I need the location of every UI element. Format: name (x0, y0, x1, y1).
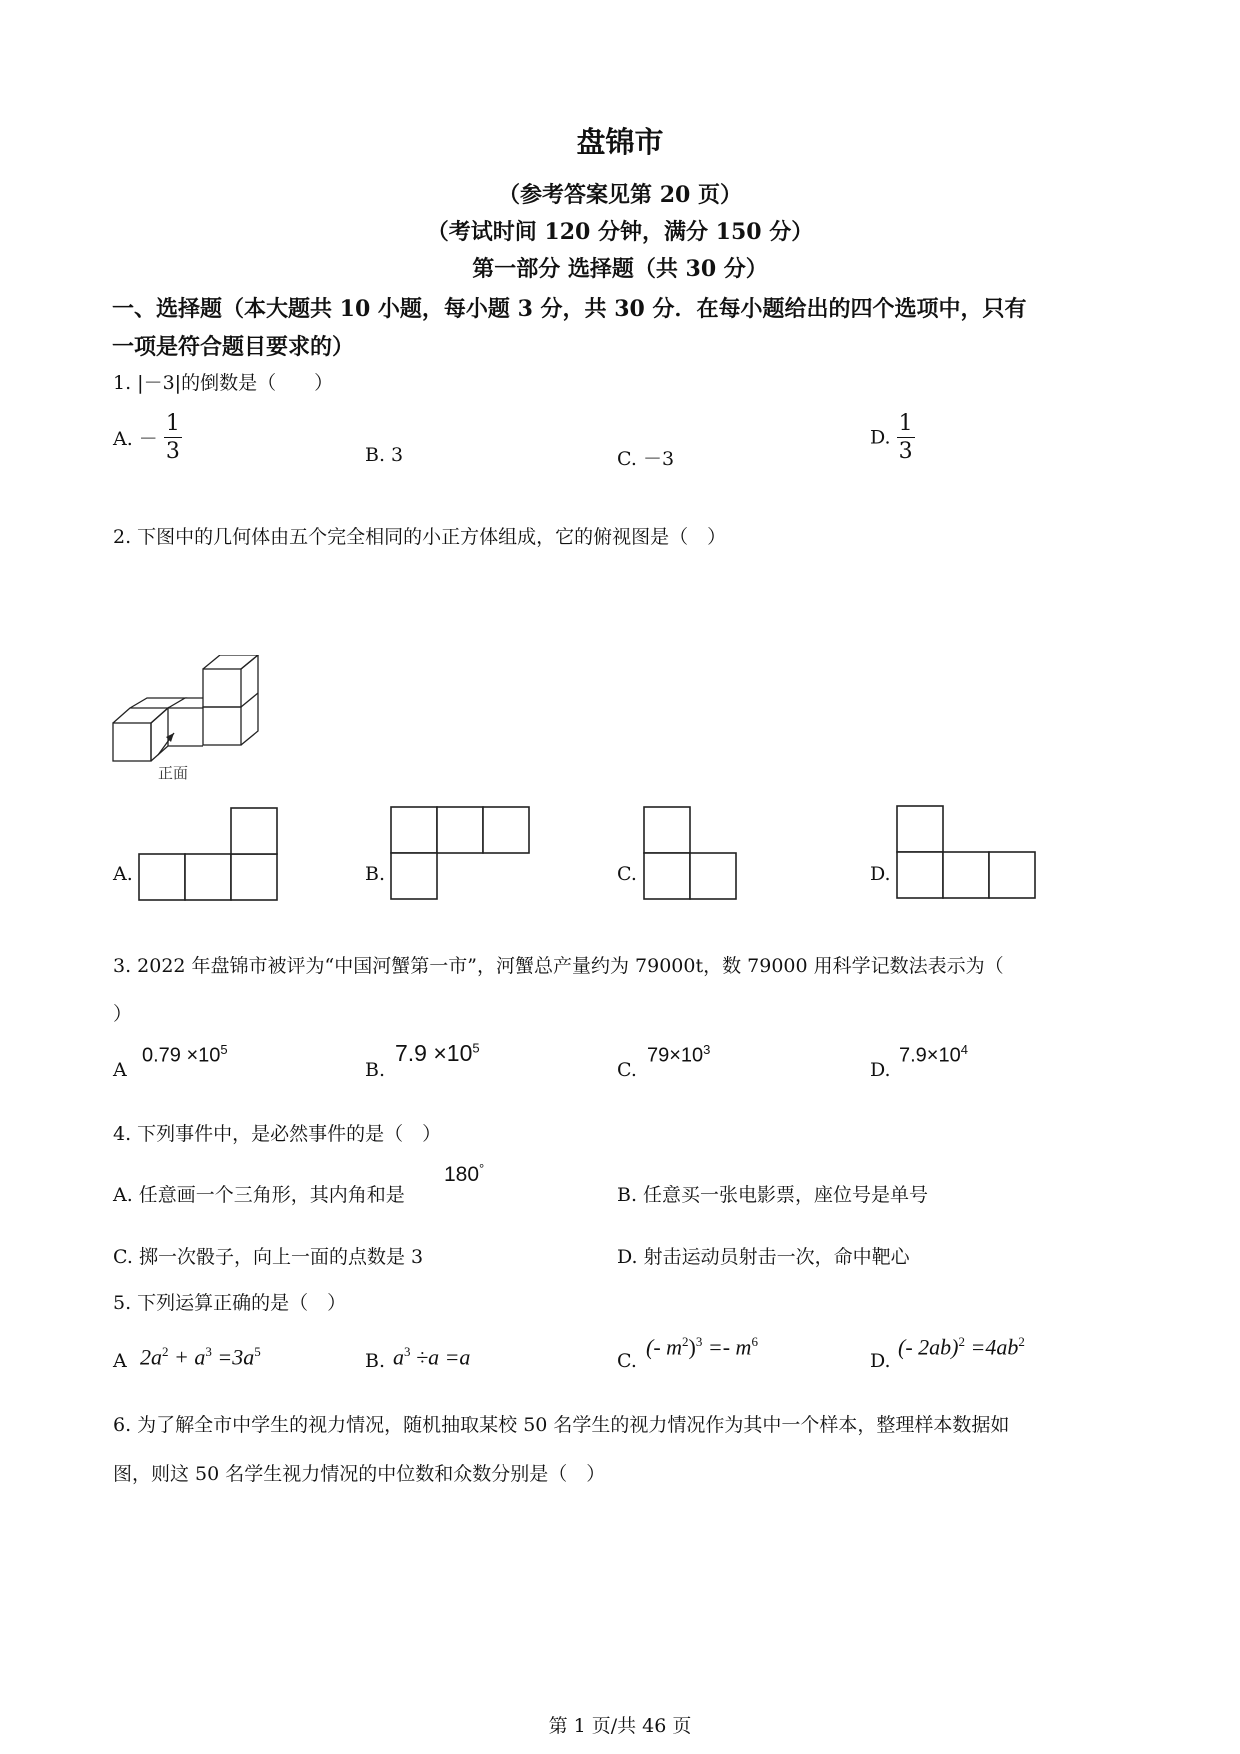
q1-prefix: 1. (113, 372, 138, 394)
q5-b-part2: ÷a =a (410, 1344, 471, 1370)
q5-option-c-label[interactable]: C. (617, 1350, 637, 1372)
q5-c-exp3: 6 (751, 1334, 758, 1349)
q5-a-part1: 2a (140, 1344, 162, 1370)
page-title: 盘锦市 (576, 125, 664, 159)
q3-d-base: 7.9×10 (899, 1044, 961, 1067)
q1-option-c[interactable]: C. －3 (617, 448, 675, 470)
q2-option-d-label[interactable]: D. (870, 863, 891, 885)
q5-c-part1: (- m (646, 1334, 683, 1360)
page-number: 第 1 页/共 46 页 (548, 1715, 692, 1737)
q2-option-a-label[interactable]: A. (113, 863, 133, 885)
q3-c-exponent: 3 (703, 1042, 711, 1057)
q5-option-b-formula (393, 1344, 470, 1370)
q4-a-text: A. 任意画一个三角形，其内角和是 (113, 1184, 405, 1206)
q5-option-b-label[interactable]: B. (365, 1350, 386, 1372)
q1-abs-close: | (174, 372, 182, 394)
q3-a-exponent: 5 (220, 1042, 228, 1057)
q3-option-d-value (899, 1042, 968, 1068)
q2-option-b-grid[interactable] (390, 806, 532, 902)
q3-option-a-label[interactable]: A (113, 1059, 127, 1081)
q5-option-a-label[interactable]: A (113, 1350, 127, 1372)
q5-c-part3: =- m (702, 1334, 752, 1360)
q5-option-c-formula (646, 1334, 758, 1360)
q5-a-exp2: 3 (205, 1344, 212, 1359)
q5-c-exp1: 2 (682, 1334, 689, 1349)
q6-stem-line1: 6. 为了解全市中学生的视力情况，随机抽取某校 50 名学生的视力情况作为其中一个样本，整理样本数据如 (113, 1414, 1010, 1436)
q5-d-part2: =4ab (964, 1334, 1019, 1360)
q5-b-exp1: 3 (404, 1344, 411, 1359)
q5-d-exp2: 2 (1018, 1334, 1025, 1349)
q1-abs-value: －3 (143, 372, 175, 394)
q5-a-part2: + a (168, 1344, 206, 1370)
q4-option-a[interactable] (113, 1180, 405, 1207)
q2-option-a-grid[interactable] (138, 807, 278, 903)
q5-d-exp1: 2 (958, 1334, 965, 1349)
q6-stem-line2: 图，则这 50 名学生视力情况的中位数和众数分别是（ ） (113, 1463, 606, 1485)
q5-a-part3: =3a (211, 1344, 255, 1370)
q1-d-numerator: 1 (897, 412, 915, 438)
q5-option-d-formula (898, 1334, 1025, 1360)
q3-option-a-value (142, 1042, 228, 1068)
q5-c-exp2: 3 (695, 1334, 703, 1349)
q5-stem: 5. 下列运算正确的是（ ） (113, 1292, 347, 1314)
q4-option-d[interactable]: D. 射击运动员射击一次，命中靶心 (617, 1246, 910, 1268)
q2-option-b-label[interactable]: B. (365, 863, 386, 885)
q1-stem-rest: 的倒数是（ ） (181, 372, 334, 394)
q2-option-c-label[interactable]: C. (617, 863, 637, 885)
section-heading-line1: 一、选择题（本大题共 10 小题，每小题 3 分，共 30 分．在每小题给出的四个选项中，只有 (112, 296, 1027, 322)
q5-d-part1: (- 2ab) (898, 1334, 959, 1360)
q4-a-formula-value: 180 (444, 1163, 480, 1186)
part-title: 第一部分 选择题（共 30 分） (472, 256, 768, 282)
q5-b-part1: a (393, 1344, 404, 1370)
q2-stem: 2. 下图中的几何体由五个完全相同的小正方体组成，它的俯视图是（ ） (113, 526, 727, 548)
q5-c-part2: ) (688, 1334, 696, 1360)
q1-option-a[interactable] (113, 412, 182, 463)
q1-stem (113, 368, 333, 395)
q3-option-c-label[interactable]: C. (617, 1059, 637, 1081)
q3-c-base: 79×10 (647, 1044, 704, 1067)
q5-option-d-label[interactable]: D. (870, 1350, 891, 1372)
q1-a-numerator: 1 (164, 412, 182, 438)
q1-d-label: D. (870, 426, 891, 449)
q3-option-b-label[interactable]: B. (365, 1059, 386, 1081)
q4-option-b[interactable]: B. 任意买一张电影票，座位号是单号 (617, 1184, 929, 1206)
q1-a-label: A. － (113, 428, 158, 451)
q5-a-exp3: 5 (254, 1344, 261, 1359)
q4-a-degree: ° (479, 1161, 485, 1176)
q1-d-fraction (897, 412, 915, 463)
q1-abs-open: | (137, 372, 144, 394)
q4-stem: 4. 下列事件中，是必然事件的是（ ） (113, 1123, 442, 1145)
q1-a-fraction (164, 412, 182, 463)
exam-info: （考试时间 120 分钟，满分 150 分） (426, 219, 814, 245)
q3-option-b-value (395, 1040, 480, 1067)
q5-a-exp1: 2 (162, 1344, 169, 1359)
q2-option-d-grid[interactable] (896, 805, 1038, 901)
section-heading-line2: 一项是符合题目要求的） (112, 334, 355, 360)
q1-option-d[interactable] (870, 412, 915, 463)
q4-option-c[interactable]: C. 掷一次骰子，向上一面的点数是 3 (113, 1246, 424, 1268)
q4-a-formula (444, 1161, 484, 1187)
q3-d-exponent: 4 (960, 1042, 968, 1057)
answer-note: （参考答案见第 20 页） (498, 182, 742, 208)
q5-option-a-formula (140, 1344, 261, 1370)
q3-b-exponent: 5 (472, 1040, 480, 1056)
q1-a-denominator: 3 (165, 439, 180, 465)
q2-option-c-grid[interactable] (643, 806, 739, 902)
q3-a-base: 0.79 ×10 (142, 1044, 221, 1067)
q1-d-denominator: 3 (898, 439, 913, 465)
q3-stem-line2: ） (113, 1003, 133, 1025)
q1-option-b[interactable]: B. 3 (365, 444, 404, 466)
q3-option-d-label[interactable]: D. (870, 1059, 891, 1081)
q3-option-c-value (647, 1042, 710, 1068)
q2-front-label: 正面 (158, 764, 189, 782)
q3-stem-line1: 3. 2022 年盘锦市被评为“中国河蟹第一市”，河蟹总产量约为 79000t，数 79000 用科学记数法表示为（ (113, 955, 1004, 977)
q3-b-base: 7.9 ×10 (395, 1040, 473, 1066)
